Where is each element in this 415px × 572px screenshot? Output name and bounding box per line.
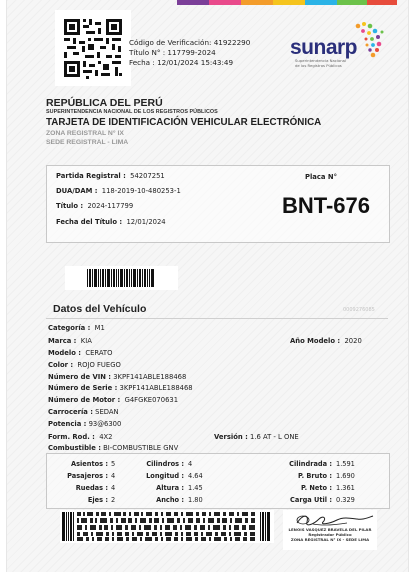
registrar-signature-block bbox=[283, 510, 377, 550]
ancho-value: 1.80 bbox=[188, 496, 203, 504]
vin-field: Número de VIN : 3KPF141ABLE188468 bbox=[48, 373, 187, 381]
pasajeros-label: Pasajeros : bbox=[67, 472, 108, 480]
verification-date: Fecha : 12/01/2024 15:43:49 bbox=[129, 58, 234, 67]
modelo-field: Modelo : CERATO bbox=[48, 349, 113, 357]
partida-row: Partida Registral : 54207251 bbox=[56, 172, 165, 180]
motor-field: Número de Motor : G4FGKE070631 bbox=[48, 396, 179, 404]
sunarp-wordmark: sunarp bbox=[290, 36, 358, 59]
altura-label: Altura : bbox=[156, 484, 184, 492]
sunarp-tagline: Superintendencia Nacional de los Registros Públicos bbox=[295, 58, 347, 68]
peso-neto-value: 1.361 bbox=[336, 484, 355, 492]
longitud-label: Longitud : bbox=[146, 472, 184, 480]
dimensions-box bbox=[46, 453, 390, 509]
vehicle-card-document bbox=[6, 0, 409, 572]
pasajeros-value: 4 bbox=[111, 472, 116, 480]
registry-zone: ZONA REGISTRAL N° IX bbox=[46, 130, 124, 137]
categoria-field: Categoría : M1 bbox=[48, 324, 105, 332]
plate-number: BNT-676 bbox=[281, 193, 371, 218]
registration-box bbox=[46, 165, 390, 243]
version-field: Versión : 1.6 AT - L ONE bbox=[214, 433, 299, 441]
registrar-name: LENOIS VASQUEZ BRAVELA DEL PILAR bbox=[288, 527, 372, 532]
anio-modelo-field: Año Modelo : 2020 bbox=[290, 337, 362, 345]
cilindrada-label: Cilindrada : bbox=[289, 460, 332, 468]
carga-util-label: Carga Util : bbox=[290, 496, 332, 504]
fecha-titulo-row: Fecha del Título : 12/01/2024 bbox=[56, 218, 166, 226]
peso-bruto-label: P. Bruto : bbox=[297, 472, 332, 480]
vehicle-section-title: Datos del Vehículo bbox=[53, 303, 147, 315]
top-color-stripe bbox=[177, 0, 397, 5]
asientos-label: Asientos : bbox=[71, 460, 108, 468]
title-number: Título N° : 117799-2024 bbox=[129, 48, 216, 57]
peso-bruto-value: 1.690 bbox=[336, 472, 355, 480]
document-serial: 0009276085 bbox=[343, 307, 375, 313]
small-barcode bbox=[65, 266, 178, 290]
section-divider bbox=[46, 318, 388, 319]
registry-office: SEDE REGISTRAL - LIMA bbox=[46, 139, 129, 146]
cilindros-value: 4 bbox=[188, 460, 193, 468]
serie-field: Número de Serie : 3KPF141ABLE188468 bbox=[48, 384, 193, 392]
pdf417-barcode bbox=[60, 510, 274, 543]
verification-block bbox=[129, 38, 250, 68]
registrar-role: Registrador Público bbox=[308, 532, 352, 537]
marca-field: Marca : KIA bbox=[48, 337, 92, 345]
ejes-label: Ejes : bbox=[87, 496, 108, 504]
ruedas-value: 4 bbox=[111, 484, 116, 492]
peso-neto-label: P. Neto : bbox=[300, 484, 332, 492]
country-heading: REPÚBLICA DEL PERÚ bbox=[46, 97, 163, 109]
sunarp-logo bbox=[290, 20, 390, 80]
asientos-value: 5 bbox=[111, 460, 116, 468]
entity-heading: SUPERINTENDENCIA NACIONAL DE LOS REGISTROS PÚBLICOS bbox=[46, 109, 218, 115]
carga-util-value: 0.329 bbox=[336, 496, 355, 504]
cilindrada-value: 1.591 bbox=[336, 460, 355, 468]
form-rod-field: Form. Rod. : 4X2 bbox=[48, 433, 113, 441]
ruedas-label: Ruedas : bbox=[75, 484, 108, 492]
registrar-office: ZONA REGISTRAL N° IX - SEDE LIMA bbox=[290, 537, 370, 542]
titulo-row: Título : 2024-117799 bbox=[56, 202, 134, 210]
verification-code: Código de Verificación: 41922290 bbox=[129, 38, 251, 47]
combustible-field: Combustible : BI-COMBUSTIBLE GNV bbox=[48, 444, 179, 452]
cilindros-label: Cilindros : bbox=[146, 460, 184, 468]
plate-label: Placa N° bbox=[305, 173, 337, 181]
color-field: Color : ROJO FUEGO bbox=[48, 361, 121, 369]
potencia-field: Potencia : 93@6300 bbox=[48, 420, 122, 428]
ejes-value: 2 bbox=[111, 496, 116, 504]
registrar-signature-text bbox=[283, 527, 377, 542]
carroceria-field: Carrocería : SEDAN bbox=[48, 408, 119, 416]
dua-row: DUA/DAM : 118-2019-10-480253-1 bbox=[56, 187, 181, 195]
longitud-value: 4.64 bbox=[188, 472, 203, 480]
document-header bbox=[46, 97, 401, 147]
verification-qr-code bbox=[55, 10, 131, 86]
ancho-label: Ancho : bbox=[156, 496, 184, 504]
altura-value: 1.45 bbox=[188, 484, 203, 492]
document-title: TARJETA DE IDENTIFICACIÓN VEHICULAR ELECTRÓNICA bbox=[46, 117, 322, 128]
